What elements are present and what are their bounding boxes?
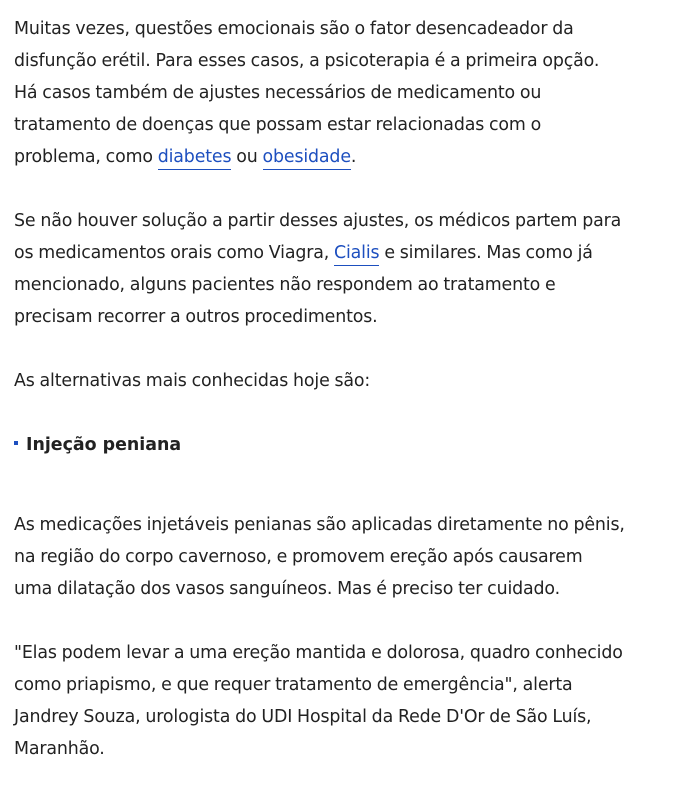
text-line: tratamento de doenças que possam estar relacionadas com o [14, 115, 542, 135]
link-diabetes[interactable]: diabetes [158, 147, 232, 170]
text-line: uma dilatação dos vasos sanguíneos. Mas é preciso ter cuidado. [14, 579, 560, 599]
text-line: problema, como [14, 147, 158, 167]
text-line: "Elas podem levar a uma ereção mantida e dolorosa, quadro conhecido [14, 643, 623, 663]
link-obesidade[interactable]: obesidade [263, 147, 351, 170]
text-line: como priapismo, e que requer tratamento de emergência", alerta [14, 675, 573, 695]
paragraph-emotional-causes [14, 13, 666, 173]
text-line: mencionado, alguns pacientes não respondem ao tratamento e [14, 275, 556, 295]
text-fragment: e similares. Mas como já [379, 243, 593, 263]
text-fragment: . [350, 147, 357, 167]
paragraph-injectable-medications [14, 509, 666, 605]
text-fragment: ou [231, 147, 263, 167]
text-line: Há casos também de ajustes necessários de medicamento ou [14, 83, 542, 103]
text-line: disfunção erétil. Para esses casos, a psicoterapia é a primeira opção. [14, 51, 600, 71]
text-line: os medicamentos orais como Viagra, [14, 243, 334, 263]
list-item-penile-injection [14, 429, 181, 461]
text-line: Maranhão. [14, 739, 105, 759]
list-item-label: Injeção peniana [26, 435, 182, 455]
text-line: As medicações injetáveis penianas são aplicadas diretamente no pênis, [14, 515, 625, 535]
text-line: precisam recorrer a outros procedimentos. [14, 307, 378, 327]
paragraph-quote-urologist [14, 637, 666, 765]
link-cialis[interactable]: Cialis [334, 243, 379, 266]
text-line: Muitas vezes, questões emocionais são o fator desencadeador da [14, 19, 574, 39]
bullet-icon [14, 441, 18, 445]
paragraph-alternatives-intro: As alternativas mais conhecidas hoje são: [14, 371, 371, 391]
text-line: na região do corpo cavernoso, e promovem ereção após causarem [14, 547, 583, 567]
paragraph-oral-medication [14, 205, 666, 333]
text-line: Se não houver solução a partir desses ajustes, os médicos partem para [14, 211, 622, 231]
text-line: Jandrey Souza, urologista do UDI Hospital da Rede D'Or de São Luís, [14, 707, 592, 727]
